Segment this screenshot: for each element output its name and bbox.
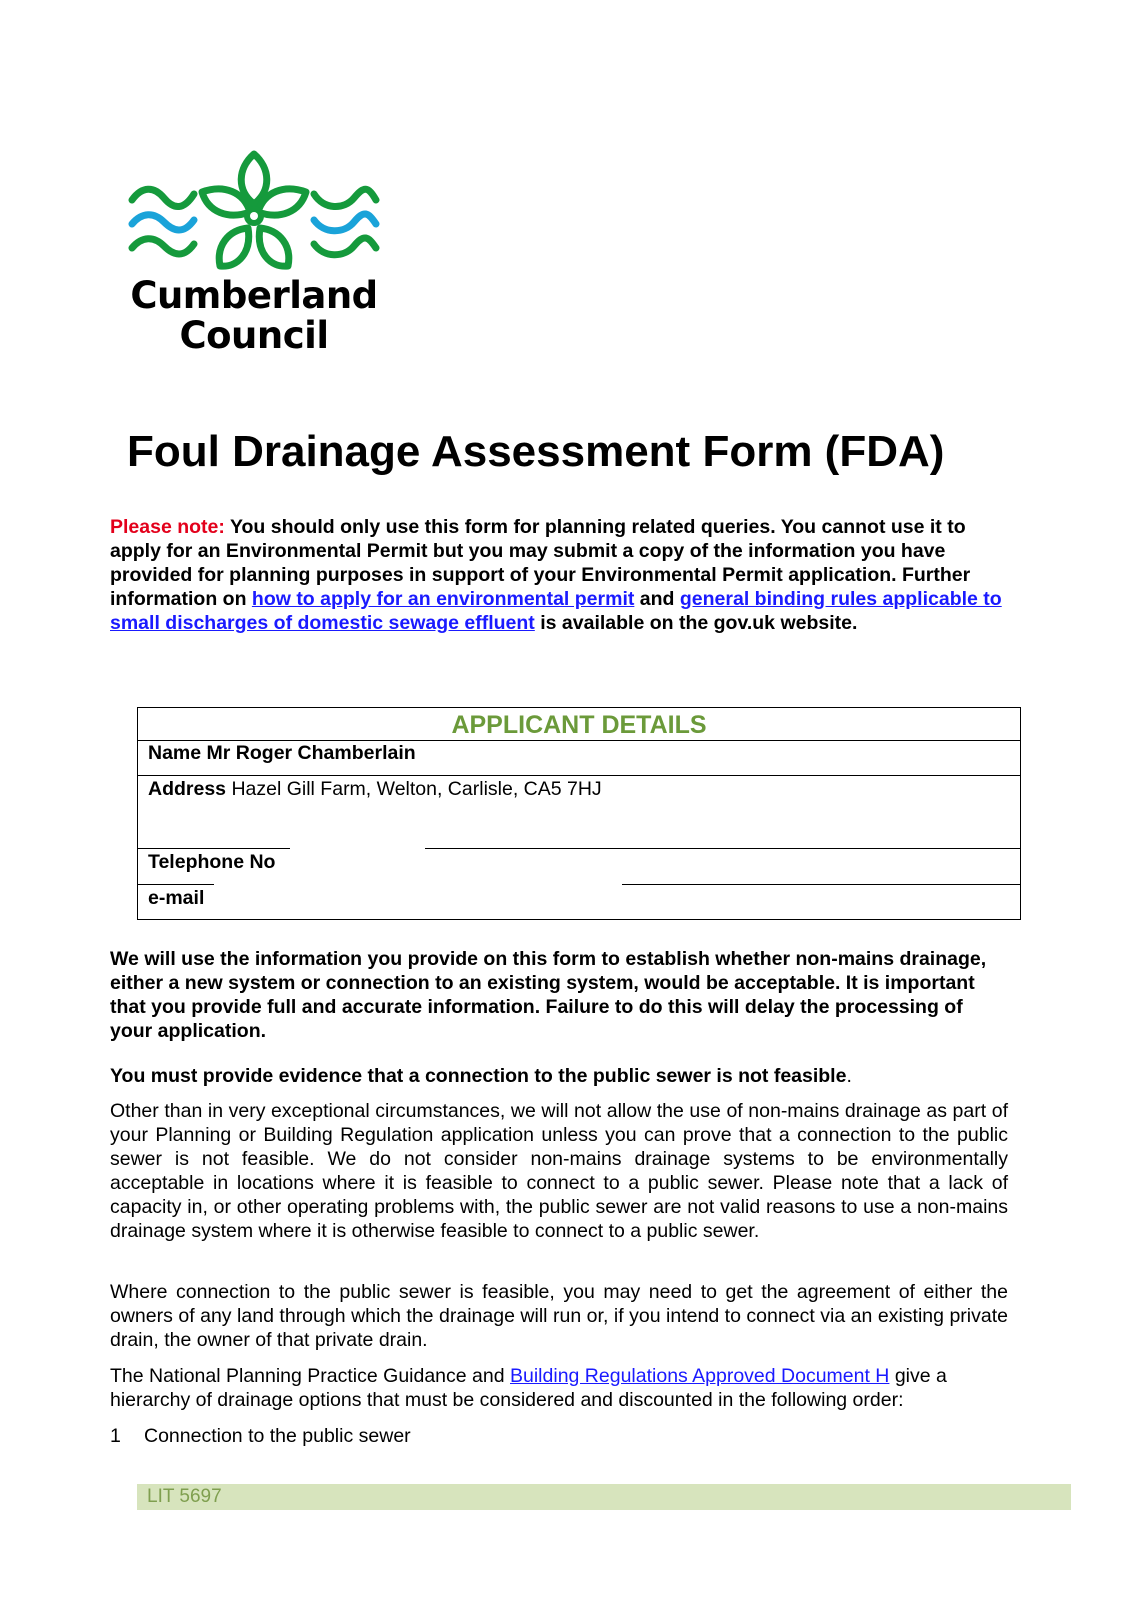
hierarchy-text-end: give a hierarchy of drainage options that must be considered and discounted in the following order:	[110, 1365, 947, 1411]
council-name-line2: Council	[179, 314, 329, 357]
rule-gap	[290, 848, 425, 851]
address-row	[138, 777, 1020, 849]
telephone-label: Telephone No	[148, 851, 276, 873]
approved-document-h-link[interactable]: Building Regulations Approved Document H	[510, 1365, 890, 1387]
email-label: e-mail	[148, 887, 205, 909]
note-text-2: and	[634, 588, 680, 610]
evidence-end: .	[846, 1065, 852, 1087]
name-row	[138, 741, 1020, 776]
non-mains-paragraph: Other than in very exceptional circumstances, we will not allow the use of non-mains drainage as part of your Planning or Building Regulation application unless you can prove that a connection to the public sewer is not feasible. We do not consider non-mains drainage systems to be environmentally acceptable in locations where it is feasible to connect to a public sewer. Please note that a lack of capacity in, or other operating problems with, the public sewer are not valid reasons to use a non-mains drainage system where it is otherwise feasible to connect to a public sewer.	[110, 1100, 1008, 1242]
general-binding-rules-link[interactable]: general binding rules applicable to small discharges of domestic sewage effluent	[110, 588, 1002, 634]
evidence-bold-text: You must provide evidence that a connection to the public sewer is not feasible	[110, 1065, 847, 1087]
council-name	[128, 276, 380, 356]
evidence-paragraph	[110, 1064, 1008, 1088]
applicant-details-table	[137, 707, 1021, 920]
email-row[interactable]	[138, 886, 1020, 920]
name-value[interactable]: Mr Roger Chamberlain	[206, 742, 416, 764]
applicant-details-heading: APPLICANT DETAILS	[138, 708, 1020, 741]
footer-reference: LIT 5697	[137, 1484, 1071, 1510]
address-label: Address	[148, 778, 227, 800]
address-value[interactable]: Hazel Gill Farm, Welton, Carlisle, CA5 7HJ	[231, 778, 602, 800]
note-label: Please note:	[110, 516, 225, 538]
list-item-text: Connection to the public sewer	[144, 1425, 411, 1447]
page-title: Foul Drainage Assessment Form (FDA)	[127, 427, 945, 476]
list-item	[110, 1424, 411, 1448]
hierarchy-text-start: The National Planning Practice Guidance and	[110, 1365, 510, 1387]
telephone-row[interactable]	[138, 850, 1020, 885]
rule-gap	[214, 884, 622, 887]
name-label: Name	[148, 742, 202, 764]
list-item-number: 1	[110, 1425, 121, 1447]
hierarchy-paragraph	[110, 1364, 1008, 1412]
note-text-1: You should only use this form for planning related queries. You cannot use it to apply for an Environmental Permit but you may submit a copy of the information you have provided for planning purposes in support of your Environmental Permit application. Further information on	[110, 516, 971, 610]
please-note-paragraph	[110, 515, 1010, 635]
info-usage-paragraph: We will use the information you provide on this form to establish whether non-mains drainage, either a new system or connection to an existing system, would be acceptable. It is important that you provide full and accurate information. Failure to do this will delay the processing of your application.	[110, 948, 987, 1042]
note-text-3: is available on the gov.uk website.	[534, 612, 858, 634]
council-logo	[128, 150, 378, 360]
council-name-line1: Cumberland	[130, 274, 378, 317]
connection-paragraph: Where connection to the public sewer is feasible, you may need to get the agreement of either the owners of any land through which the drainage will run or, if you intend to connect via an existing private drain, the owner of that private drain.	[110, 1281, 1008, 1351]
flower-waves-icon	[128, 150, 380, 275]
environmental-permit-link[interactable]: how to apply for an environmental permit	[251, 588, 635, 610]
